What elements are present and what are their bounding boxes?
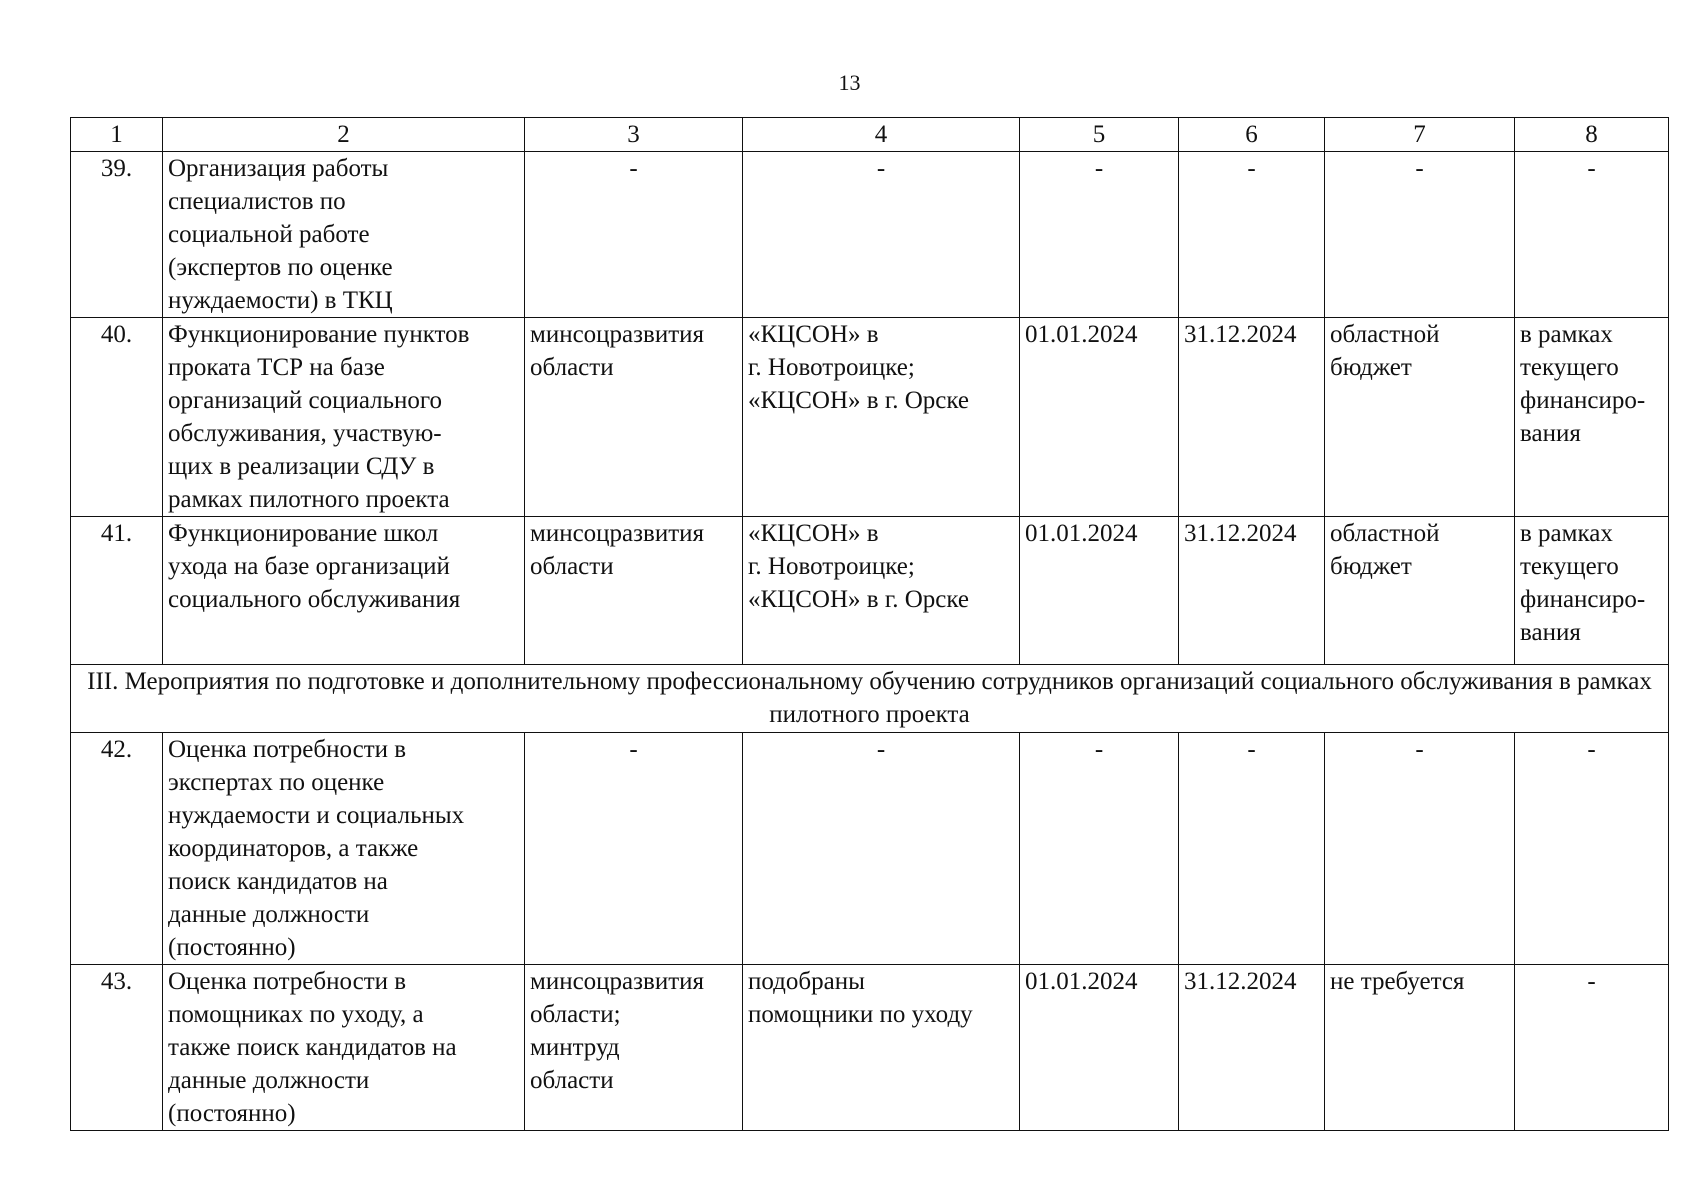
funding-amount: - [1515, 965, 1669, 1131]
result: - [743, 733, 1020, 965]
section-row [71, 665, 1669, 733]
funding-amount: в рамках текущего финансиро- вания [1515, 517, 1669, 665]
end-date: 31.12.2024 [1179, 965, 1325, 1131]
row-number: 40. [71, 318, 163, 517]
end-date: - [1179, 152, 1325, 318]
column-header: 2 [163, 118, 525, 152]
measure-name: Оценка потребности в помощниках по уходу, а также поиск кандидатов на данные должности (постоянно) [163, 965, 525, 1131]
start-date: - [1020, 152, 1179, 318]
result: «КЦСОН» в г. Новотроицке; «КЦСОН» в г. Орске [743, 517, 1020, 665]
funding-source: - [1325, 733, 1515, 965]
start-date: 01.01.2024 [1020, 318, 1179, 517]
column-header: 3 [525, 118, 743, 152]
column-header: 8 [1515, 118, 1669, 152]
row-number: 41. [71, 517, 163, 665]
funding-amount: в рамках текущего финансиро- вания [1515, 318, 1669, 517]
row-number: 43. [71, 965, 163, 1131]
funding-source: не требуется [1325, 965, 1515, 1131]
funding-source: - [1325, 152, 1515, 318]
table-row [71, 152, 1669, 318]
table-row [71, 965, 1669, 1131]
column-header: 4 [743, 118, 1020, 152]
start-date: 01.01.2024 [1020, 965, 1179, 1131]
page-number: 13 [838, 70, 861, 95]
end-date: - [1179, 733, 1325, 965]
start-date: 01.01.2024 [1020, 517, 1179, 665]
table-row [71, 733, 1669, 965]
column-header: 1 [71, 118, 163, 152]
executor: минсоцразвития области; минтруд области [525, 965, 743, 1131]
row-number: 42. [71, 733, 163, 965]
table-row [71, 517, 1669, 665]
column-header: 5 [1020, 118, 1179, 152]
executor: - [525, 152, 743, 318]
funding-source: областной бюджет [1325, 517, 1515, 665]
table-row [71, 318, 1669, 517]
measure-name: Функционирование пунктов проката ТСР на базе организаций социального обслуживания, участвую- щих в реализации СДУ в рамках пилотного проекта [163, 318, 525, 517]
header-row [71, 118, 1669, 152]
result: подобраны помощники по уходу [743, 965, 1020, 1131]
measures-table [70, 117, 1669, 1131]
column-header: 6 [1179, 118, 1325, 152]
end-date: 31.12.2024 [1179, 517, 1325, 665]
column-header: 7 [1325, 118, 1515, 152]
funding-amount: - [1515, 733, 1669, 965]
measure-name: Организация работы специалистов по социальной работе (экспертов по оценке нуждаемости) в ТКЦ [163, 152, 525, 318]
section-heading: III. Мероприятия по подготовке и дополнительному профессиональному обучению сотрудников организаций социального обслуживания в рамках пилотного проекта [71, 665, 1669, 733]
executor: минсоцразвития области [525, 318, 743, 517]
executor: - [525, 733, 743, 965]
start-date: - [1020, 733, 1179, 965]
end-date: 31.12.2024 [1179, 318, 1325, 517]
result: - [743, 152, 1020, 318]
measure-name: Функционирование школ ухода на базе организаций социального обслуживания [163, 517, 525, 665]
executor: минсоцразвития области [525, 517, 743, 665]
row-number: 39. [71, 152, 163, 318]
measure-name: Оценка потребности в экспертах по оценке нуждаемости и социальных координаторов, а также поиск кандидатов на данные должности (постоянно) [163, 733, 525, 965]
funding-source: областной бюджет [1325, 318, 1515, 517]
funding-amount: - [1515, 152, 1669, 318]
result: «КЦСОН» в г. Новотроицке; «КЦСОН» в г. Орске [743, 318, 1020, 517]
